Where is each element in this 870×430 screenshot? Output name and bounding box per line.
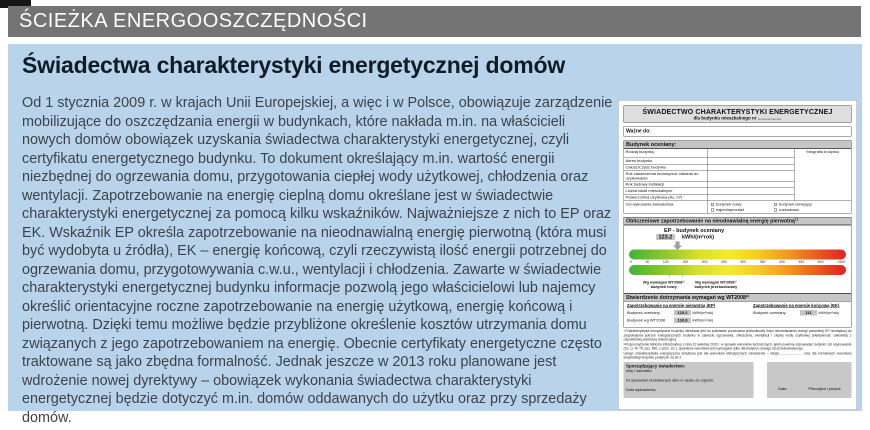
- purpose-option: [711, 208, 774, 213]
- scale-tick: 250: [720, 260, 727, 264]
- compliance-value: 130.8: [674, 318, 691, 324]
- building-table: [624, 149, 852, 202]
- building-row-label: Adres budynku: [624, 158, 708, 165]
- wt2008-rebuilt-label: [681, 280, 750, 289]
- ek-column: [753, 303, 848, 325]
- purpose-options: [708, 201, 851, 213]
- certificate-page: [618, 100, 857, 410]
- ep-arrow-row: [629, 242, 846, 250]
- section-header-text: ŚCIEŻKA ENERGOOSZCZĘDNOŚCI: [19, 10, 368, 32]
- purpose-label: Cel wykonania świadectwa: [624, 201, 708, 213]
- checkbox-icon: [774, 208, 777, 211]
- wt2008-new-line2: budynek nowy: [650, 284, 677, 289]
- building-row-value: [708, 194, 794, 201]
- issuer-name-label: Imię i nazwisko:: [626, 368, 653, 373]
- article-panel: [8, 44, 862, 426]
- purpose-option-label: najem/sprzedaż: [715, 207, 745, 212]
- article-body: Od 1 stycznia 2009 r. w krajach Unii Europejskiej, a więc i w Polsce, obowiązuje zarządzenie mobilizujące do oszczędzania energii w budynkach, które nakłada m.in. na właścicieli nowych domów obowiązek uzyskania świadectwa charakterystyki energetycznej, czyli certyfikatu energetycznego budynku. To dokument określający m.in. wartość energii niezbędnej do ogrzewania domu, przygotowania ciepłej wody użytkowej, chłodzenia oraz wentylacji. Zapotrzebowanie na energię cieplną domu określane jest w świadectwie charakterystyki energetycznej za pomocą kilku wskaźników. Najważniejsze z nich to EP oraz EK. Wskaźnik EP określa zapotrzebowanie na nieodnawialną energię pierwotną (która musi być wydobyta u źródła), EK – energię końcową, czyli rzeczywistą ilość energii potrzebnej do ogrzewania domu, przygotowywania c.w.u., wentylacji i chłodzenia. Zawarte w świadectwie charakterystyki energetycznej budynku informacje pozwolą jego właścicielowi lub najemcy określić orientacyjne roczne zapotrzebowanie na energię użytkową, energię końcową i pierwotną. Dzięki temu możliwe będzie przybliżone określenie kosztów utrzymania domu związanych z jego zapotrzebowaniem na energię. Obecnie certyfikaty energetyczne często traktowane są jako zbędna formalność. Jednak jeszcze w 2013 roku planowane jest wdrożenie nowej dyrektywy – obowiązek wykonania świadectwa charakterystyki energetycznej będzie dotyczyć m.in. domów oddawanych do użytku oraz przy sprzedaży domów.: [22, 95, 613, 426]
- compliance-unit: kWh/(m²rok): [818, 310, 840, 315]
- scale-tick: 500: [817, 260, 824, 264]
- up-arrow-icon: ↑: [681, 273, 684, 279]
- scale-tick: 350: [759, 260, 766, 264]
- compliance-unit: kWh/(m²rok): [692, 310, 714, 315]
- building-row-label: Powierzchnia użytkowa (Ac, m²): [624, 194, 708, 201]
- ek-column-header: Zapotrzebowanie na energię końcową (EK): [752, 303, 840, 308]
- ep-column-header: Zapotrzebowanie na energię pierwotną (EP): [627, 303, 716, 308]
- energy-scale-bar-top: [629, 250, 846, 260]
- ep-scale-box: [624, 225, 852, 294]
- valid-until-field: Ważne do:: [624, 127, 852, 137]
- certificate-image: [618, 100, 857, 410]
- scale-tick: 0: [630, 260, 632, 264]
- purpose-option: [711, 202, 774, 207]
- compliance-row-label: Budynek oceniany: [627, 310, 660, 315]
- building-row-value: [708, 171, 794, 182]
- footnotes: [624, 330, 852, 361]
- stamp-box: [767, 362, 851, 398]
- wt2008-rebuilt-line2: budynek przebudowany: [694, 284, 738, 289]
- ep-value-row: [629, 234, 846, 242]
- scale-ticks: [629, 260, 846, 265]
- compliance-row-label: Budynek wg WT2008: [627, 318, 666, 323]
- stamp-signature-label: Pieczątka i podpis: [808, 386, 841, 391]
- down-arrow-icon: [673, 242, 682, 251]
- footnote: Uwagi: charakterystyka energetyczna określana jest dla warunków klimatycznych odniesienia – stacja ........................ oraz dla normalnych warunków eksploatacji budynku podanych na str 2.: [623, 351, 852, 360]
- scale-tick: 150: [682, 260, 689, 264]
- footnote: ¹⁾Charakterystyka energetyczna budynku określana jest na podstawie porównania jednostkowej ilości nieodnawialnej energii pierwotnej EP niezbędnej do zaspokojenia potrzeb energetycznych budynku w zakresie ogrzewania, chłodzenia, wentylacji i ciepłej wody użytkowej (efektywność całkowita) z odpowiednią wartością referencyjną.: [623, 329, 852, 342]
- purpose-row: [624, 201, 852, 214]
- ep-unit: kWh/(m²rok): [682, 234, 715, 240]
- footnote: ²⁾Rozporządzenie Ministra Infrastruktury z dnia 12 kwietnia 2002 r. w sprawie warunków technicznych, jakim powinny odpowiadać budynki i ich usytuowanie (Dz. U. Nr 75, poz. 690, z późn. zm.), spełnienie warunków jest wymagane tylko dla budynku nowego lub przebudowanego.: [623, 342, 852, 351]
- compliance-row: [753, 310, 848, 316]
- building-photo-placeholder: [794, 149, 851, 201]
- ep-value-number: 123.2: [658, 234, 673, 240]
- building-row-label: Całość/Część budynku: [624, 164, 708, 171]
- purpose-option: [774, 202, 848, 207]
- photo-label: fotografia budynku: [806, 149, 840, 154]
- scale-tick: 300: [740, 260, 747, 264]
- scale-tick: 450: [798, 260, 805, 264]
- up-arrow-icon: ↑: [668, 273, 671, 279]
- certificate-title-box: [624, 106, 852, 123]
- checkbox-icon: [711, 208, 714, 211]
- building-section-header: Budynek oceniany:: [624, 141, 852, 149]
- compliance-table: [624, 302, 852, 328]
- wt2008-new-line1: Wg wymagań WT2008¹⁾: [643, 280, 685, 285]
- building-row-label: Rok budowy instalacji: [624, 181, 708, 188]
- issuer-license-label: Nr uprawnień budowlanych albo nr wpisu do rejestru:: [626, 377, 715, 383]
- scale-tick: 50: [645, 260, 650, 264]
- issuer-header: Sporządzający świadectwo:: [626, 363, 686, 369]
- ep-value: [656, 234, 675, 240]
- compliance-row: [627, 310, 753, 316]
- wt2008-rebuilt-line1: Wg wymagań WT2008¹⁾: [695, 280, 737, 285]
- purpose-option: [774, 208, 848, 213]
- checkbox-icon: [711, 203, 714, 206]
- compliance-header: Stwierdzenie dotrzymania wymagań wg WT2008²⁾: [624, 294, 852, 302]
- energy-scale-bar-bottom: [629, 265, 846, 275]
- section-header-bar: [8, 6, 861, 37]
- table-row: [624, 149, 852, 158]
- purpose-option-label: budynek istniejący: [779, 202, 812, 207]
- ep-column: [627, 303, 753, 325]
- compliance-row: [627, 318, 753, 324]
- building-row-label: Rok zakończenia budowy/rok oddania do użytkowania: [624, 171, 708, 182]
- compliance-row-label: Budynek oceniany: [752, 310, 786, 315]
- wt2008-marker-labels: [629, 280, 846, 292]
- compliance-unit: kWh/(m²rok): [692, 318, 714, 323]
- purpose-option-label: budynek nowy: [715, 202, 742, 207]
- checkbox-icon: [774, 203, 777, 206]
- issuer-box: [624, 362, 754, 398]
- ep-section-header: Obliczeniowe zapotrzebowanie na nieodnawialną energię pierwotną¹⁾: [624, 217, 852, 225]
- article-title: Świadectwa charakterystyki energetycznej domów: [22, 52, 566, 78]
- scale-tick: 200: [701, 260, 708, 264]
- scale-tick: 100: [662, 260, 669, 264]
- building-row-label: Liczba lokali mieszkalnych: [624, 188, 708, 195]
- scale-tick: 400: [778, 260, 785, 264]
- compliance-value: 111: [800, 310, 817, 316]
- issuer-section: [624, 362, 852, 398]
- certificate-title: ŚWIADECTWO CHARAKTERYSTYKI ENERGETYCZNEJ: [642, 107, 833, 116]
- ep-bar-title: EP - budynek oceniany: [664, 227, 725, 234]
- issuer-date-label: Data wystawienia:: [626, 387, 657, 392]
- building-row-value: [708, 149, 794, 158]
- certificate-subtitle: dla budynku mieszkalnego nr ...................: [693, 115, 782, 121]
- stamp-date-label: Data: [778, 386, 787, 391]
- compliance-value: 123.2: [674, 310, 691, 316]
- purpose-option-label: rozbudowa: [779, 207, 799, 212]
- building-row-label: Rodzaj budynku: [624, 149, 708, 158]
- scale-tick: >500: [837, 260, 845, 264]
